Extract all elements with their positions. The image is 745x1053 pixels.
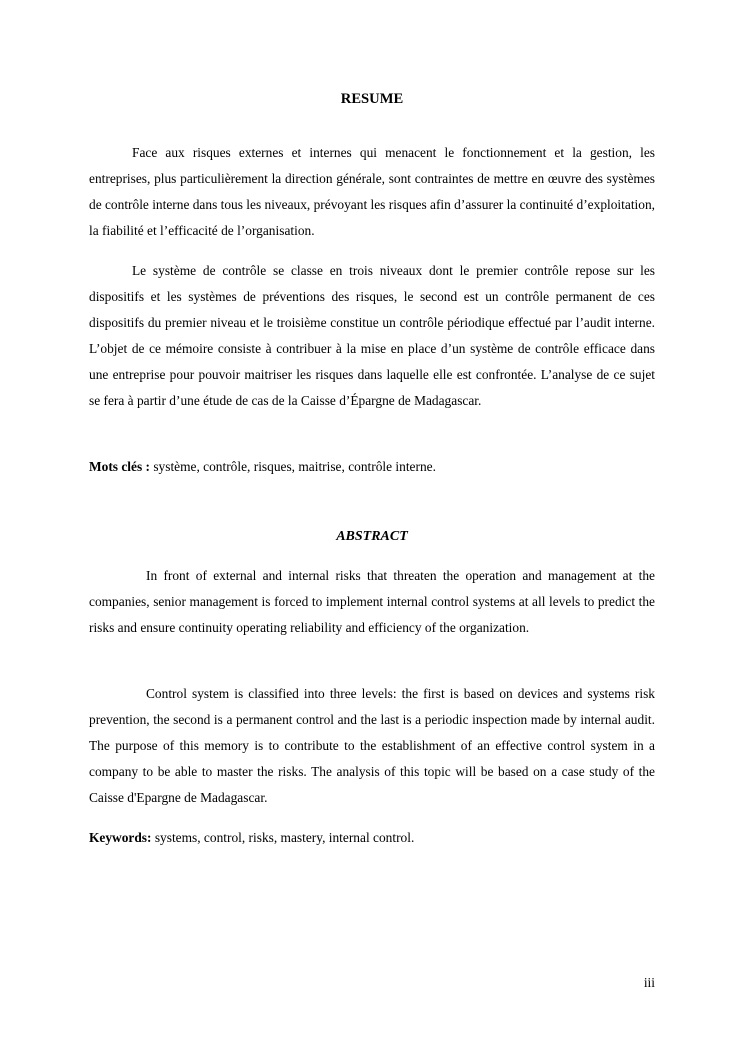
abstract-paragraph-1-text: In front of external and internal risks that threaten the operation and management at the companies, senior management is forced to implement internal control systems at all levels to predict the risks and ensure continuity operating reliability and efficiency of the organization. — [89, 568, 655, 635]
abstract-keywords-label: Keywords: — [89, 830, 152, 845]
abstract-title: ABSTRACT — [336, 529, 408, 544]
page-number: iii — [643, 975, 655, 990]
abstract-paragraph-2-text: Control system is classified into three levels: the first is based on devices and systems risk prevention, the second is a permanent control and the last is a periodic inspection made by internal audit. The purpose of this memory is to contribute to the establishment of an effective control system in a company to be able to master the risks. The analysis of this topic will be based on a case study of the Caisse d'Epargne de Madagascar. — [89, 686, 655, 805]
resume-title: RESUME — [340, 91, 404, 107]
resume-paragraph-2-text: Le système de contrôle se classe en trois niveaux dont le premier contrôle repose sur les dispositifs et les systèmes de préventions des risques, le second est un contrôle permanent de ces dispositifs du premier niveau et le troisième constitue un contrôle périodique effectué par l’audit interne. L’objet de ce mémoire consiste à contribuer à la mise en place d’un système de contrôle efficace dans une entreprise pour pouvoir maitriser les risques dans laquelle elle est confrontée. L’analyse de ce sujet se fera à partir d’une étude de cas de la Caisse d’Épargne de Madagascar. — [89, 263, 655, 408]
resume-keywords-text: système, contrôle, risques, maitrise, contrôle interne. — [149, 459, 436, 474]
resume-paragraph-1-text: Face aux risques externes et internes qui menacent le fonctionnement et la gestion, les entreprises, plus particulièrement la direction générale, sont contraintes de mettre en œuvre des systèmes de contrôle interne dans tous les niveaux, prévoyant les risques afin d’assurer la continuité d’exploitation, la fiabilité et l’efficacité de l’organisation. — [89, 145, 655, 238]
resume-paragraph-2 — [89, 258, 655, 414]
abstract-paragraph-2 — [89, 681, 655, 811]
resume-paragraph-1 — [89, 140, 655, 244]
resume-keywords-label: Mots clés : — [89, 459, 150, 474]
abstract-keywords — [89, 825, 655, 851]
abstract-keywords-text: systems, control, risks, mastery, internal control. — [151, 830, 415, 845]
abstract-paragraph-1 — [89, 563, 655, 641]
resume-keywords — [89, 454, 655, 480]
